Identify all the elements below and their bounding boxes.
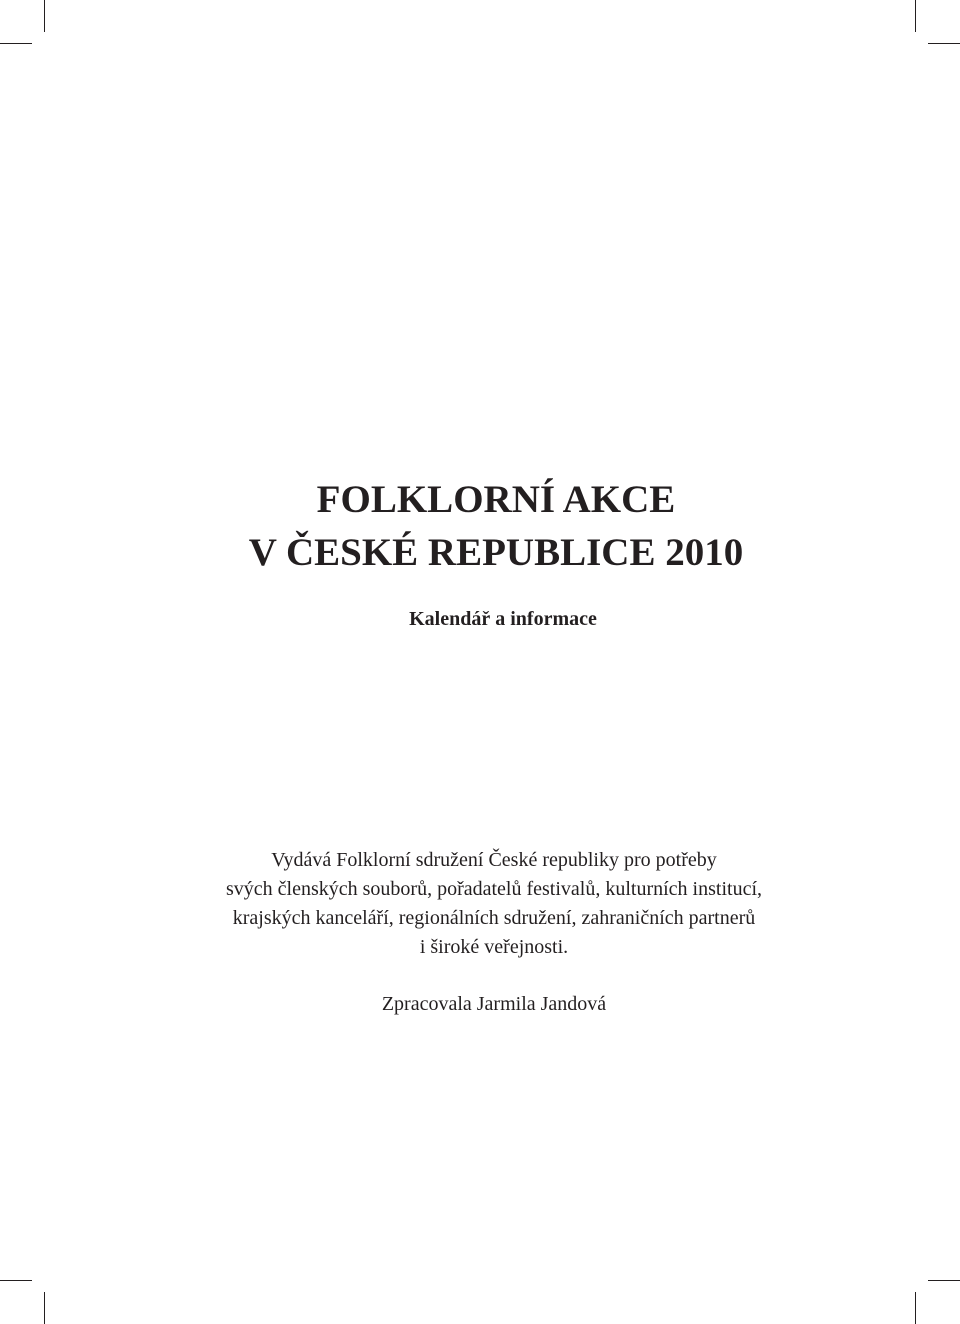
crop-mark-top-right-vertical (915, 0, 916, 32)
crop-mark-top-right-horizontal (928, 43, 960, 44)
compiled-by-credit: Zpracovala Jarmila Jandová (381, 993, 607, 1015)
crop-mark-top-left-vertical (44, 0, 45, 32)
crop-mark-bottom-left-vertical (44, 1292, 45, 1324)
publisher-line: Vydává Folklorní sdružení České republiky pro potřeby (271, 849, 717, 871)
crop-mark-bottom-left-horizontal (0, 1280, 32, 1281)
subtitle: Kalendář a informace (409, 608, 597, 630)
publisher-line: krajských kanceláří, regionálních sdružení, zahraničních partnerů (232, 907, 756, 929)
title-line-1: FOLKLORNÍ AKCE (316, 478, 676, 521)
crop-mark-top-left-horizontal (0, 43, 32, 44)
crop-mark-bottom-right-vertical (915, 1292, 916, 1324)
crop-mark-bottom-right-horizontal (928, 1280, 960, 1281)
publisher-line: i široké veřejnosti. (419, 936, 569, 958)
publisher-line: svých členských souborů, pořadatelů festivalů, kulturních institucí, (226, 878, 762, 900)
publisher-paragraph (0, 846, 960, 962)
title-line-2: V ČESKÉ REPUBLICE 2010 (248, 531, 744, 574)
